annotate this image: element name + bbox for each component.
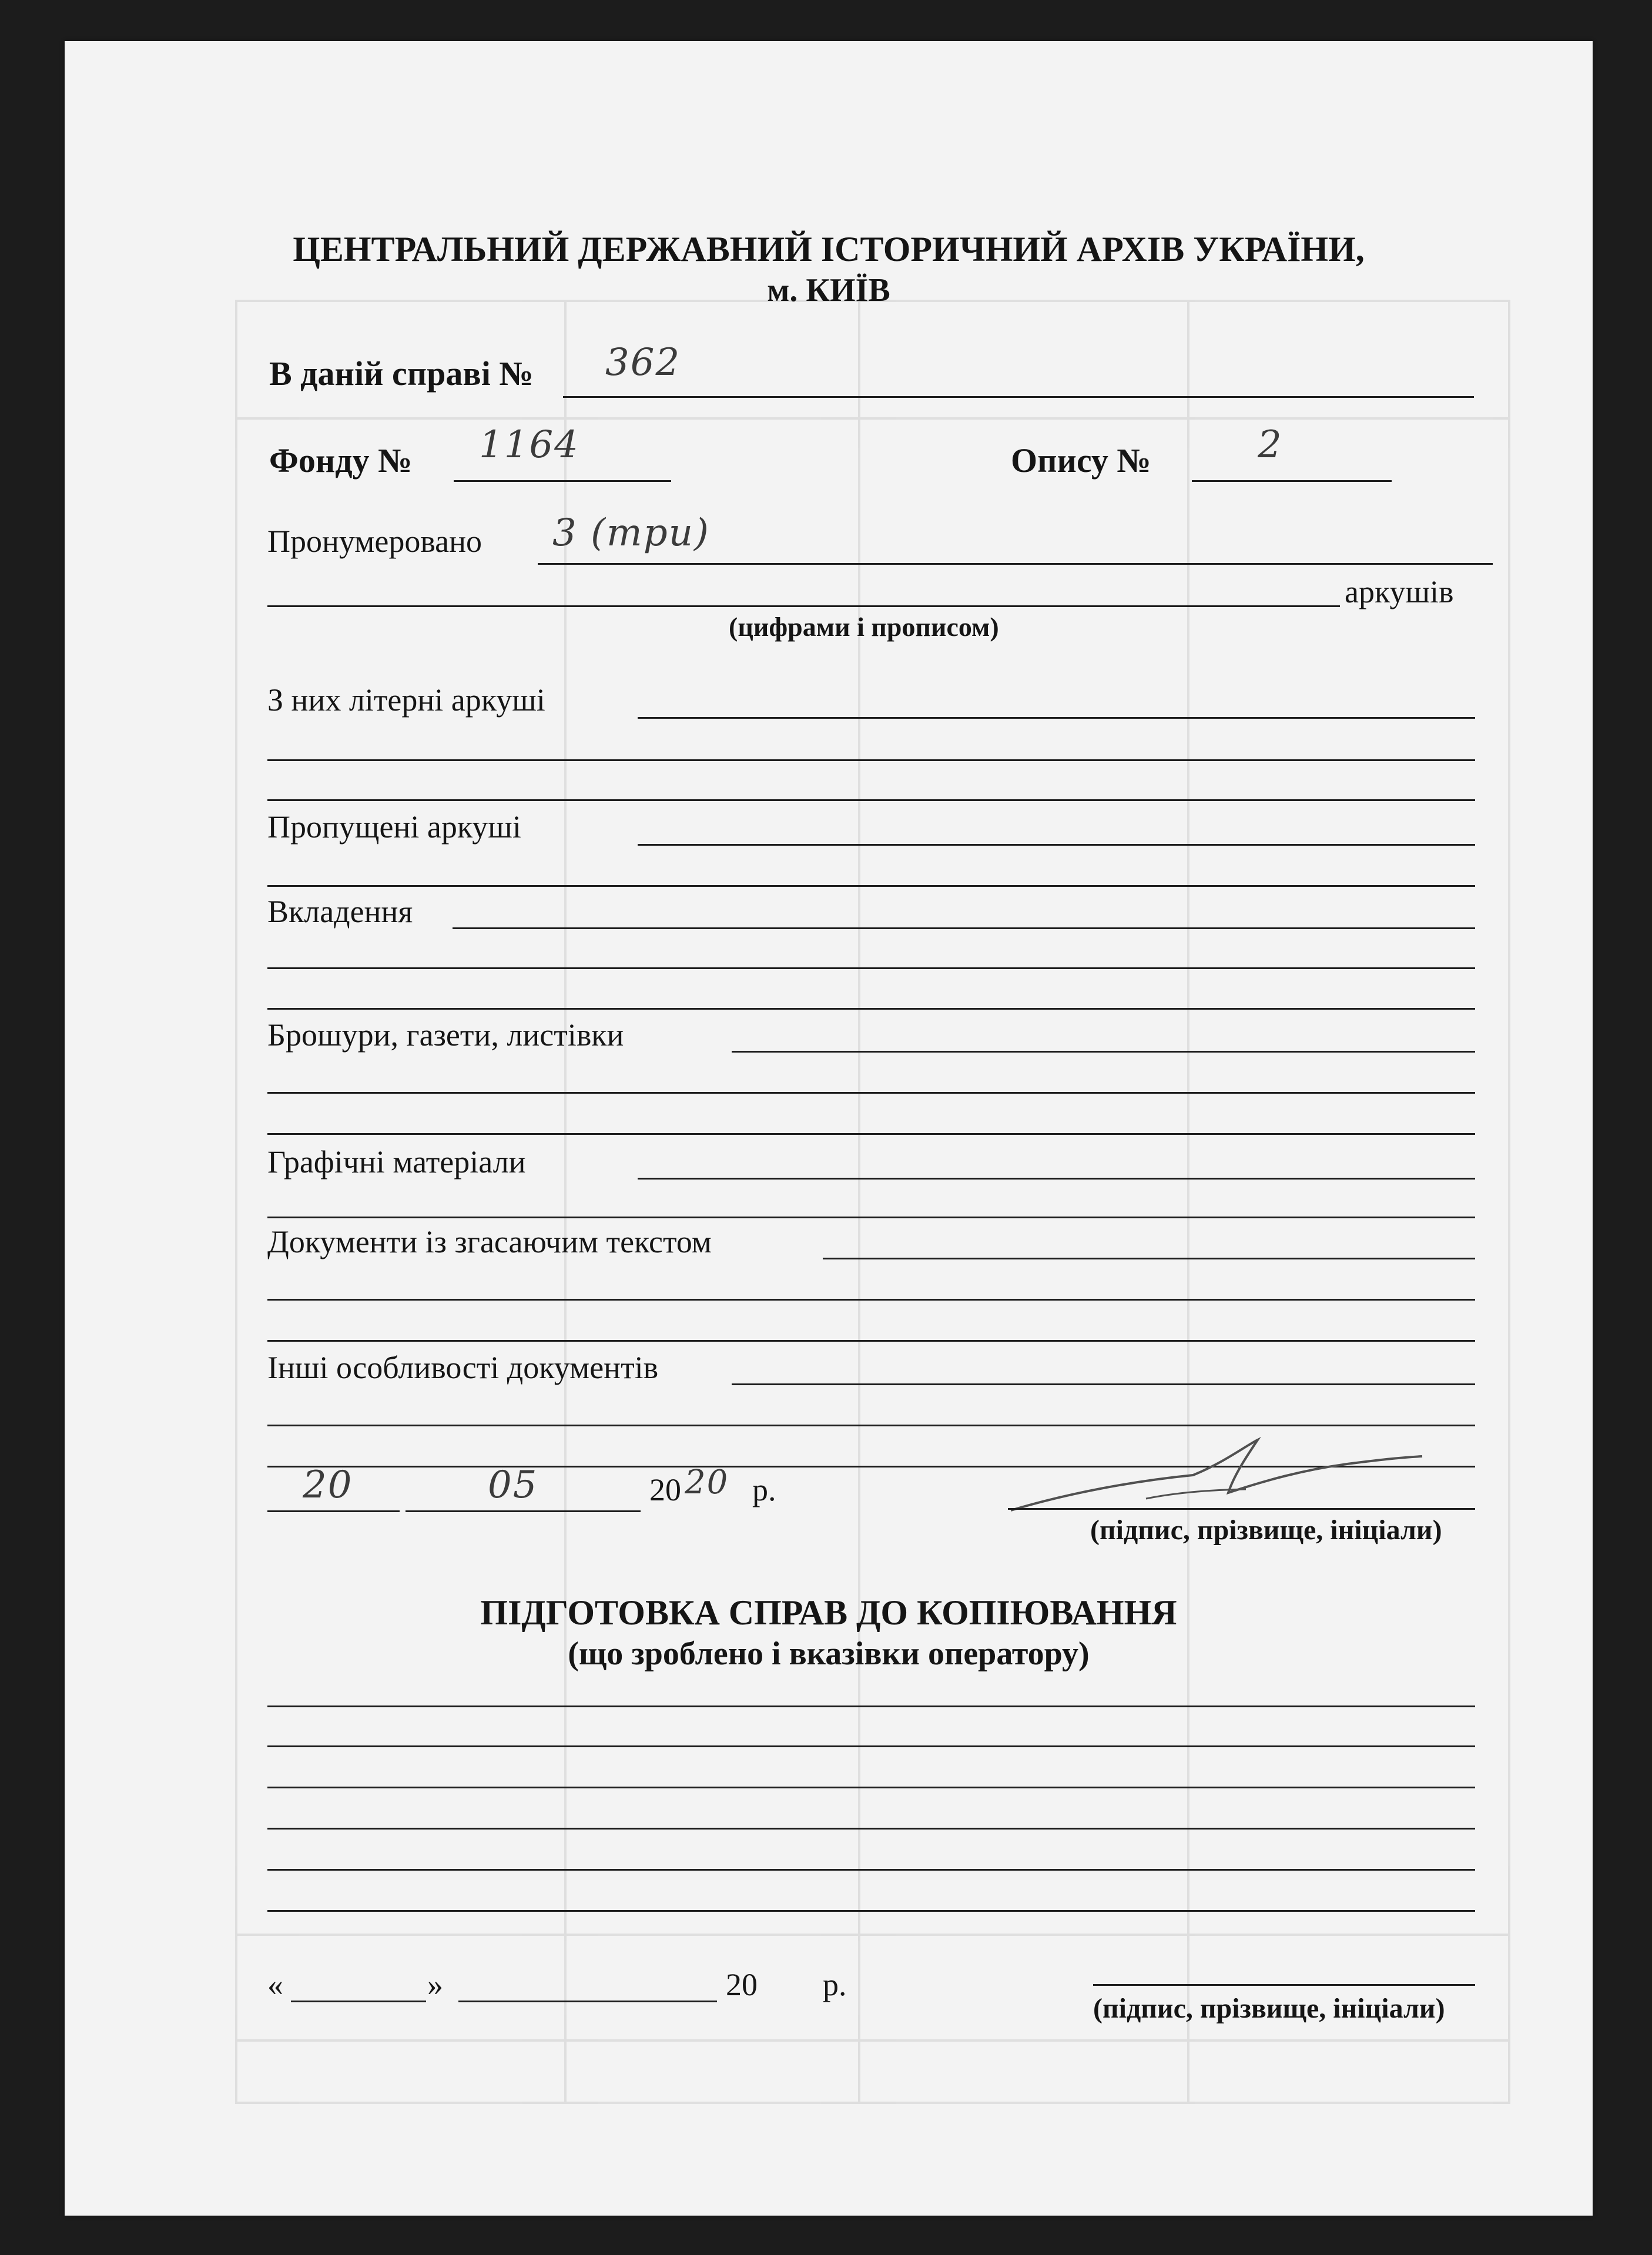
numbered-label: Пронумеровано bbox=[267, 524, 482, 559]
numbered-hint: (цифрами і прописом) bbox=[729, 612, 999, 642]
copying-line-5 bbox=[267, 1869, 1475, 1871]
case-number-line bbox=[563, 396, 1474, 398]
copying-line-4 bbox=[267, 1828, 1475, 1830]
fading-text-line-1 bbox=[823, 1258, 1475, 1259]
attachments-line-1 bbox=[453, 927, 1475, 929]
other-features-line-1 bbox=[732, 1383, 1475, 1385]
copying-line-2 bbox=[267, 1745, 1475, 1747]
fond-number-value: 1164 bbox=[479, 423, 579, 467]
missing-sheets-line-2 bbox=[267, 885, 1475, 887]
case-number-value: 362 bbox=[605, 341, 681, 384]
letter-sheets-line-1 bbox=[638, 717, 1475, 719]
reverse-side-show-through bbox=[235, 300, 1510, 2104]
brochures-label: Брошури, газети, листівки bbox=[267, 1017, 624, 1053]
date-day-line bbox=[267, 1510, 400, 1512]
graphics-line-2 bbox=[267, 1217, 1475, 1218]
fading-text-label: Документи із згасаючим текстом bbox=[267, 1224, 712, 1259]
copying-line-3 bbox=[267, 1787, 1475, 1788]
bottom-date-day-line bbox=[291, 2001, 426, 2002]
attachments-label: Вкладення bbox=[267, 894, 413, 929]
copying-title: ПІДГОТОВКА СПРАВ ДО КОПІЮВАННЯ bbox=[480, 1593, 1177, 1632]
bottom-date-close-quote: » bbox=[427, 1967, 443, 2002]
bottom-signature-line bbox=[1093, 1984, 1475, 1986]
other-features-line-2 bbox=[267, 1425, 1475, 1426]
date-month: 05 bbox=[488, 1463, 538, 1507]
fading-text-line-2 bbox=[267, 1299, 1475, 1301]
numbered-line-2 bbox=[267, 605, 1340, 607]
copying-subtitle: (що зроблено і вказівки оператору) bbox=[568, 1636, 1090, 1672]
brochures-line-3 bbox=[267, 1133, 1475, 1135]
brochures-line-1 bbox=[732, 1051, 1475, 1053]
case-number-label: В даній справі № bbox=[269, 354, 534, 393]
date-year-prefix: 20 bbox=[649, 1472, 681, 1507]
opys-number-value: 2 bbox=[1258, 423, 1283, 467]
signature-line bbox=[1008, 1508, 1475, 1510]
bottom-date-year-prefix: 20 bbox=[726, 1967, 758, 2002]
missing-sheets-label: Пропущені аркуші bbox=[267, 809, 521, 845]
graphics-label: Графічні матеріали bbox=[267, 1144, 526, 1180]
archive-form-sheet bbox=[65, 41, 1593, 2216]
numbered-line-1 bbox=[538, 563, 1493, 565]
bottom-date-suffix: р. bbox=[823, 1967, 847, 2002]
date-month-line bbox=[406, 1510, 641, 1512]
signature-caption: (підпис, прізвище, ініціали) bbox=[1090, 1514, 1442, 1546]
fond-number-label: Фонду № bbox=[269, 441, 413, 480]
copying-line-6 bbox=[267, 1910, 1475, 1912]
date-year-suffix: 20 bbox=[685, 1463, 729, 1502]
bottom-signature-caption: (підпис, прізвище, ініціали) bbox=[1093, 1993, 1445, 2024]
brochures-line-2 bbox=[267, 1092, 1475, 1094]
numbered-value: 3 (три) bbox=[552, 511, 710, 555]
copying-line-1 bbox=[267, 1706, 1475, 1707]
date-day: 20 bbox=[303, 1463, 353, 1507]
letter-sheets-line-3 bbox=[267, 799, 1475, 801]
attachments-line-3 bbox=[267, 1008, 1475, 1010]
opys-number-label: Опису № bbox=[1011, 441, 1151, 480]
bottom-date-month-line bbox=[458, 2001, 717, 2002]
fond-number-line bbox=[454, 480, 671, 482]
attachments-line-2 bbox=[267, 967, 1475, 969]
date-year-suffix-label: р. bbox=[752, 1472, 776, 1507]
opys-number-line bbox=[1192, 480, 1392, 482]
sheets-unit-label: аркушів bbox=[1345, 574, 1454, 609]
missing-sheets-line-1 bbox=[638, 844, 1475, 846]
bottom-date-open-quote: « bbox=[267, 1967, 283, 2002]
other-features-label: Інші особливості документів bbox=[267, 1350, 659, 1385]
letter-sheets-line-2 bbox=[267, 759, 1475, 761]
graphics-line-1 bbox=[638, 1178, 1475, 1180]
archive-name-heading: ЦЕНТРАЛЬНИЙ ДЕРЖАВНИЙ ІСТОРИЧНИЙ АРХІВ УКРАЇНИ, bbox=[293, 230, 1365, 269]
archive-city-heading: м. КИЇВ bbox=[767, 272, 890, 309]
letter-sheets-label: З них літерні аркуші bbox=[267, 682, 545, 718]
fading-text-line-3 bbox=[267, 1340, 1475, 1342]
